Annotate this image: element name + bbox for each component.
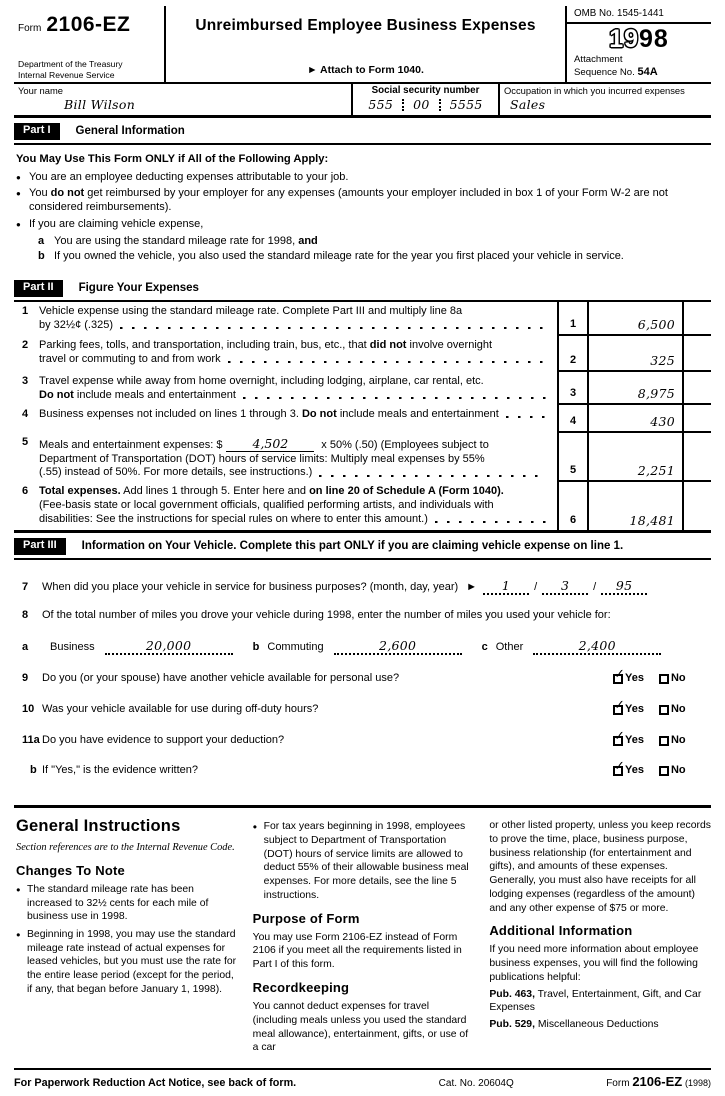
question-11a-yes-checkbox[interactable]: ✓ Yes — [614, 727, 644, 746]
dot-leader — [435, 513, 547, 524]
part1-bullet-1: ● You are an employee deducting expenses attributable to your job. — [16, 170, 349, 183]
line4-cents-cell[interactable] — [682, 405, 711, 433]
date-separator: / — [534, 580, 538, 593]
form-number: 2106-EZ — [46, 13, 131, 36]
title-block — [166, 6, 565, 82]
omb-number: OMB No. 1545-1441 — [567, 6, 711, 24]
bullet-icon: ● — [16, 172, 21, 182]
question-9-row — [16, 666, 709, 686]
dot-leader — [319, 466, 547, 477]
other-miles-field[interactable]: 2,400 — [533, 639, 661, 656]
part2-title: Figure Your Expenses — [78, 282, 199, 295]
line2-cents-cell[interactable] — [682, 336, 711, 372]
expense-row-6 — [14, 482, 711, 530]
line8a-letter: a — [22, 641, 29, 654]
line8-row — [16, 609, 709, 623]
purpose-heading: Purpose of Form — [252, 910, 360, 926]
empty-checkbox-icon[interactable] — [659, 705, 669, 715]
attachment-sequence — [567, 52, 711, 82]
form-id-block — [14, 6, 166, 82]
catalog-number: Cat. No. 20604Q — [438, 1077, 514, 1089]
question-11a-no-checkbox[interactable]: No — [659, 734, 686, 748]
part1-bar — [14, 121, 711, 145]
checked-checkbox-icon[interactable] — [613, 727, 625, 746]
line6-box-number: 6 — [557, 482, 587, 530]
question-10-number: 10 — [22, 702, 35, 715]
additional-info-text: If you need more information about employee business expenses, you will find the following publications helpful: — [489, 944, 699, 983]
agency-line-1: Department of the Treasury — [18, 59, 123, 70]
instructions-title: General Instructions — [16, 817, 181, 836]
line3-description: Travel expense while away from home overnight, including lodging, airplane, car rental, etc. Do not include meals and entertainment — [39, 372, 557, 405]
omb-year-block — [565, 6, 711, 82]
changes-bullet-2: ● Beginning in 1998, you may use the standard mileage rate instead of actual expenses for leased vehicles, but you must use the rate for the entire lease period (except for the period, if any, that began before January 1, 1998). — [16, 928, 237, 995]
line8b-label: Commuting — [267, 641, 324, 654]
tax-year-suffix: 98 — [639, 25, 669, 54]
bullet-icon: ● — [16, 189, 21, 199]
line7-text: When did you place your vehicle in service for business purposes? (month, day, year) — [42, 580, 459, 593]
changes-bullet-1: ● The standard mileage rate has been increased to 32½ cents for each mile of business use in 1998. — [16, 883, 209, 923]
line5-amount-cell[interactable] — [587, 433, 682, 482]
check-icon: ✓ — [614, 666, 625, 681]
instructions-column-2 — [253, 816, 475, 1058]
line4-amount-cell[interactable] — [587, 405, 682, 433]
part1-title: General Information — [75, 125, 185, 138]
question-9-yes-checkbox[interactable]: ✓ Yes — [614, 666, 644, 685]
line3-cents-cell[interactable] — [682, 372, 711, 405]
question-11a-text: Do you have evidence to support your deduction? — [42, 733, 285, 746]
recordkeeping-text-continued: or other listed property, unless you keep records to prove the time, place, business purpose, business relationship (for entertainment and gifts), and amounts of these expenses. Generally, you must also have receipts for all lodging expenses (regardless of the amount) and any other expense of $75 or more. — [489, 820, 711, 914]
tax-year — [567, 24, 711, 52]
line1-amount-cell[interactable] — [587, 302, 682, 336]
dot-leader — [120, 319, 547, 330]
expense-row-4 — [14, 405, 711, 433]
part3-bar — [14, 536, 711, 560]
paperwork-notice: For Paperwork Reduction Act Notice, see back of form. — [14, 1076, 297, 1089]
line8c-letter: c — [481, 641, 488, 654]
line5-box-number: 5 — [557, 433, 587, 482]
checked-checkbox-icon[interactable] — [613, 696, 625, 715]
line1-amount[interactable]: 6,500 — [637, 317, 675, 333]
line3-number: 3 — [22, 374, 29, 387]
ssn-value[interactable]: 555 00 5555 — [368, 97, 483, 113]
part3-chip: Part III — [14, 538, 66, 555]
question-9-number: 9 — [22, 672, 29, 685]
line2-description: Parking fees, tolls, and transportation, including train, bus, etc., that did not involve overnight travel or commuting to and from work — [39, 336, 557, 372]
pub-463-line: Pub. 463, Travel, Entertainment, Gift, and Car Expenses — [489, 988, 702, 1014]
attach-note-text: Attach to Form 1040. — [320, 63, 424, 76]
general-instructions — [14, 805, 711, 1064]
business-miles-field[interactable]: 20,000 — [105, 639, 233, 656]
changes-bullet-3: ● For tax years beginning in 1998, employees subject to Department of Transportation (DOT) hours of service limits are allowed to deduct 55% of their allowable business meal expenses. For more details, see the line 5 instructions. — [252, 821, 469, 901]
line4-description: Business expenses not included on lines 1 through 3. Do not include meals and entertainment — [39, 405, 557, 433]
bullet-icon: ● — [252, 822, 258, 832]
line5-number: 5 — [22, 435, 29, 448]
arrow-icon: ► — [307, 63, 318, 76]
part3-content — [14, 560, 711, 801]
occupation-field[interactable] — [498, 84, 711, 115]
agency-line-2: Internal Revenue Service — [18, 69, 115, 80]
section-references-note: Section references are to the Internal Revenue Code. — [16, 841, 235, 853]
bullet-icon: ● — [16, 884, 21, 894]
instructions-column-3 — [489, 816, 711, 1058]
recordkeeping-text: You cannot deduct expenses for travel (including meals unless you used the standard meal allowance), entertainment, gifts, or use of a car — [252, 1001, 469, 1054]
agency-block — [18, 59, 160, 80]
date-separator: / — [593, 580, 597, 593]
line2-number: 2 — [22, 338, 29, 351]
occupation-value[interactable]: Sales — [510, 96, 546, 112]
checked-checkbox-icon[interactable] — [613, 758, 625, 776]
line1-box-number: 1 — [557, 302, 587, 336]
question-11b-row — [16, 758, 709, 778]
commuting-miles-field[interactable]: 2,600 — [334, 639, 462, 656]
checked-checkbox-icon[interactable] — [613, 666, 625, 684]
empty-checkbox-icon[interactable] — [659, 736, 669, 746]
expense-table — [14, 302, 711, 533]
part1-bullet-3: ● If you are claiming vehicle expense, — [16, 217, 204, 230]
line1-description: Vehicle expense using the standard mileage rate. Complete Part III and multiply line 8a by 32½¢ (.325) — [39, 302, 557, 336]
line1-cents-cell[interactable] — [682, 302, 711, 336]
line6-number: 6 — [22, 485, 29, 498]
line6-amount-cell[interactable] — [587, 482, 682, 530]
purpose-text: You may use Form 2106-EZ instead of Form 2106 if you meet all the requirements listed in Part I of this form. — [252, 931, 462, 971]
line8b-letter: b — [252, 641, 260, 654]
part1-content — [14, 145, 711, 276]
line6-cents-cell[interactable] — [682, 482, 711, 530]
ssn-field[interactable] — [351, 84, 498, 115]
question-10-no-checkbox[interactable]: No — [659, 703, 686, 717]
name-value[interactable]: Bill Wilson — [64, 96, 136, 112]
line8a-label: Business — [50, 641, 95, 654]
part1-sub-b: b If you owned the vehicle, you also used the standard mileage rate for the year you first placed your vehicle in service. — [38, 250, 624, 263]
footer-form-id: Form 2106-EZ (1998) — [606, 1073, 711, 1089]
pub-529-line: Pub. 529, Miscellaneous Deductions — [489, 1019, 659, 1031]
part1-chip: Part I — [14, 123, 60, 140]
form-label: Form — [18, 23, 42, 34]
name-label: Your name — [18, 84, 63, 96]
line8-text: Of the total number of miles you drove your vehicle during 1998, enter the number of miles you used your vehicle for: — [42, 608, 611, 621]
part1-bullet-2: ● You do not get reimbursed by your employer for any expenses (amounts your employer included in box 1 of your Form W-2 are not considered reimbursements). — [16, 187, 668, 214]
line5-cents-cell[interactable] — [682, 433, 711, 482]
line1-number: 1 — [22, 304, 29, 317]
question-10-row — [16, 696, 709, 717]
form-footer — [14, 1068, 711, 1096]
empty-checkbox-icon[interactable] — [659, 766, 669, 776]
check-icon: ✓ — [614, 758, 625, 774]
name-field[interactable] — [14, 84, 351, 115]
bullet-icon: ● — [16, 219, 21, 229]
line8-number: 8 — [22, 608, 29, 621]
dot-leader — [228, 353, 547, 364]
service-date-year[interactable]: 95 — [601, 580, 647, 595]
form-header — [14, 6, 711, 84]
service-date-day[interactable]: 3 — [542, 580, 588, 595]
attachment-label: Attachment — [574, 54, 623, 66]
check-icon: ✓ — [614, 696, 625, 712]
ssn-separator — [402, 99, 404, 111]
question-11b-text: If "Yes," is the evidence written? — [42, 764, 198, 777]
question-11b-number: b — [30, 764, 37, 777]
line4-number: 4 — [22, 407, 29, 420]
occupation-label: Occupation in which you incurred expenses — [504, 84, 685, 96]
line3-amount-cell[interactable] — [587, 372, 682, 405]
expense-row-3 — [14, 372, 711, 405]
line5-amount[interactable]: 2,251 — [637, 463, 675, 479]
line8c-label: Other — [495, 641, 524, 654]
attach-note — [172, 64, 559, 79]
question-11b-no-checkbox[interactable]: No — [659, 764, 686, 778]
part3-title: Information on Your Vehicle. Complete this part ONLY if you are claiming vehicle expense on line 1. — [81, 540, 624, 553]
recordkeeping-heading: Recordkeeping — [252, 979, 350, 995]
form-title: Unreimbursed Employee Business Expenses — [195, 17, 536, 34]
line8-mileage-row — [16, 639, 709, 656]
ssn-label: Social security number — [371, 84, 480, 96]
expense-row-1 — [14, 302, 711, 336]
part1-intro: You May Use This Form ONLY if All of the Following Apply: — [16, 152, 329, 165]
line3-amount[interactable]: 8,975 — [637, 386, 675, 402]
sequence-value: 54A — [637, 66, 658, 79]
part2-chip: Part II — [14, 280, 63, 297]
service-date-month[interactable]: 1 — [483, 580, 529, 595]
bullet-icon: ● — [16, 929, 21, 939]
question-10-yes-checkbox[interactable]: ✓ Yes — [614, 696, 644, 715]
line2-amount-cell[interactable] — [587, 336, 682, 372]
sequence-label: Sequence No. — [574, 67, 635, 79]
expense-row-2 — [14, 336, 711, 372]
line2-amount[interactable]: 325 — [650, 353, 675, 369]
question-9-no-checkbox[interactable]: No — [659, 672, 686, 686]
arrow-icon: ► — [466, 580, 478, 593]
question-10-text: Was your vehicle available for use during off-duty hours? — [42, 702, 319, 715]
taxpayer-row — [14, 84, 711, 118]
dot-leader — [506, 408, 547, 419]
line5-description: Meals and entertainment expenses: $ 4,502 x 50% (.50) (Employees subject to Department of Transportation (DOT) hours of service limits: Multiply meal expenses by 55% (.55) instead of 50%. For more details, see instructions.) — [39, 433, 557, 482]
dot-leader — [243, 389, 547, 400]
tax-year-prefix: 19 — [609, 25, 639, 54]
question-9-text: Do you (or your spouse) have another vehicle available for personal use? — [42, 672, 400, 685]
line7-row — [16, 577, 709, 595]
changes-heading: Changes To Note — [16, 862, 125, 878]
line4-amount[interactable]: 430 — [650, 414, 675, 430]
question-11b-yes-checkbox[interactable]: ✓ Yes — [614, 758, 644, 777]
question-11a-number: 11a — [22, 733, 40, 746]
line7-number: 7 — [22, 580, 29, 593]
question-11a-row — [16, 727, 709, 748]
line6-amount[interactable]: 18,481 — [629, 513, 675, 529]
ssn-separator — [439, 99, 441, 111]
part1-sub-a: a You are using the standard mileage rate for 1998, and — [38, 234, 318, 247]
expense-row-5 — [14, 433, 711, 482]
line2-box-number: 2 — [557, 336, 587, 372]
instructions-column-1 — [16, 816, 238, 1058]
line3-box-number: 3 — [557, 372, 587, 405]
empty-checkbox-icon[interactable] — [659, 674, 669, 684]
additional-info-heading: Additional Information — [489, 923, 633, 939]
line4-box-number: 4 — [557, 405, 587, 433]
line6-description: Total expenses. Add lines 1 through 5. Enter here and on line 20 of Schedule A (Form 1040). (Fee-basis state or local government officials, qualified performing artists, and individuals with disabilities: See the instructions for special rules on where to enter this amount.) — [39, 482, 557, 530]
check-icon: ✓ — [614, 727, 625, 743]
part2-bar — [14, 278, 711, 302]
